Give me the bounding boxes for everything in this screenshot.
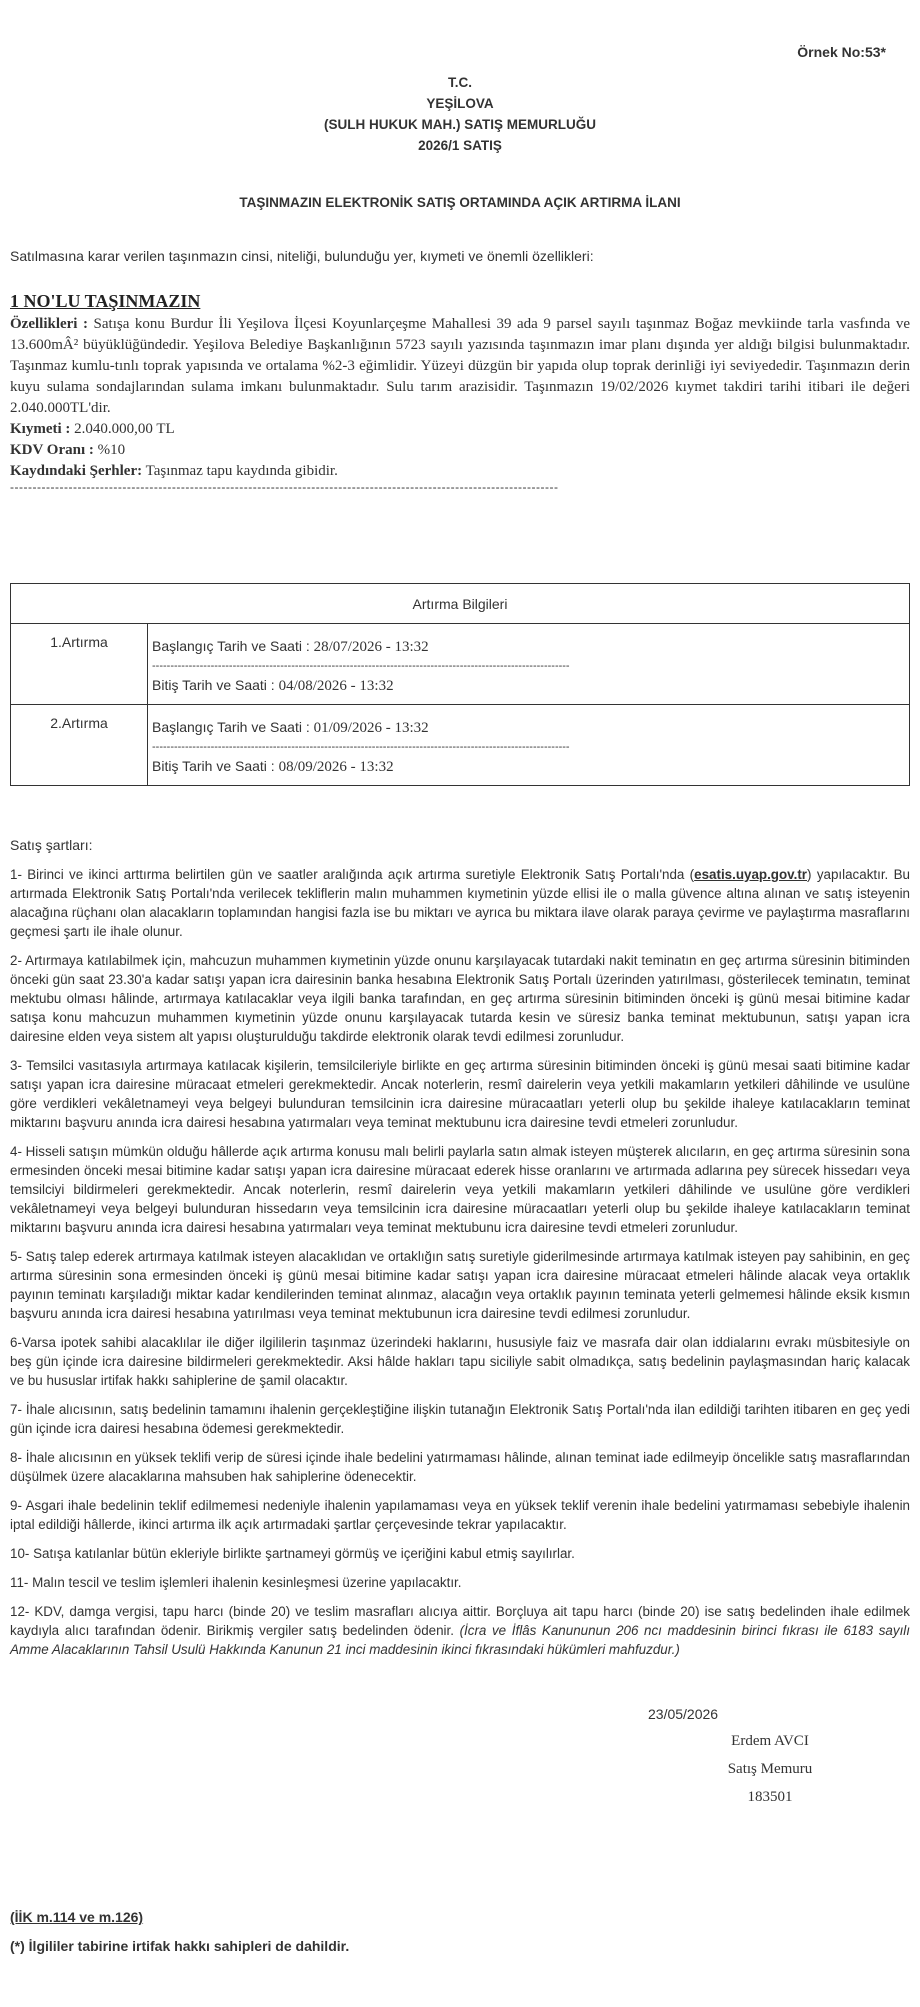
terms-title: Satış şartları: [10, 837, 93, 853]
round-end: Bitiş Tarih ve Saati : 04/08/2026 - 13:32 [152, 677, 394, 694]
value-text: 2.040.000,00 TL [70, 421, 175, 437]
term-1: 1- Birinci ve ikinci arttırma belirtilen gün ve saatler aralığında açık artırma suretiyle Elektronik Satış Portalı'nda (esatis.uyap.gov.tr) yapılacaktır. Bu artırmada Elektronik Satış Portalı'nda verilecek tekliflerin malın muhammen kıymetinin yüzde ellisi ile o malla güvence altına alınan ve satış isteyenin alacağına rüçhanı olan alacakların toplamından hangisi fazla ise bu miktarı ve ayrıca bu miktara ilave olarak paraya çevirme ve paylaştırma masraflarını geçmesi şartı ile ihale olunur. [10, 867, 910, 939]
property-section [10, 289, 910, 482]
esatis-link[interactable]: esatis.uyap.gov.tr [694, 867, 808, 882]
sample-number: Örnek No:53* [797, 44, 886, 60]
footer-note: (*) İlgililer tabirine irtifak hakkı sahipleri de dahildir. [10, 1938, 350, 1954]
auction-row [11, 705, 910, 786]
round-end-value: 08/09/2026 - 13:32 [278, 759, 394, 775]
law-reference: (İİK m.114 ve m.126) [10, 1909, 144, 1925]
round-end: Bitiş Tarih ve Saati : 08/09/2026 - 13:32 [152, 758, 394, 775]
legal-note: (İcra ve İflâs Kanununun 206 ncı maddesinin birinci fıkrası ile 6183 sayılı Amme Alacaklarının Tahsil Usulü Hakkında Kanunun 21 inci maddesinin ikinci fıkrasındaki hükümleri mahfuzdur.) [10, 1623, 910, 1657]
term-8: 8- İhale alıcısının en yüksek teklifi verip de süresi içinde ihale bedelini yatırmaması hâlinde, alınan teminat iade edilmeyip öncelikle satış masraflarından düşülmek üzere alacaklarına mahsuben hak sahiplerine ödenecektir. [10, 1450, 910, 1484]
header-tc: T.C. [447, 75, 472, 90]
auction-row [11, 624, 910, 705]
features-text: Satışa konu Burdur İli Yeşilova İlçesi Koyunlarçeşme Mahallesi 39 ada 9 parsel sayılı taşınmaz Boğaz mevkiinde tarla vasfında ve 13.600mÂ² büyüklüğündedir. Yeşilova Belediye Başkanlığının 5723 sayılı yazısında taşınmazın imar planı dışında yer aldığı bilgisi bulunmaktadır. Taşınmaz kumlu-tınlı toprak yapısında ve ortalama %2-3 eğimlidir. Yüzeyi düzgün bir yapıda olup toprak derinliği iyi seviyededir. Taşınmazın derin kuyu sulama sondajlarından sulama imkanı bulunmaktadır. Sulu tarım arazisidir. Taşınmazın 19/02/2026 kıymet takdiri tarihi itibari ile değeri 2.040.000TL'dir. [10, 316, 910, 416]
round-start: Başlangıç Tarih ve Saati : 28/07/2026 - 13:32 [152, 638, 429, 655]
round-separator: ------------------------------------------------------------------------------------------------------------------ [152, 741, 570, 753]
document-date: 23/05/2026 [648, 1706, 719, 1722]
annotations-text: Taşınmaz tapu kaydında gibidir. [142, 463, 338, 479]
auction-table [10, 583, 910, 786]
terms-section [10, 865, 910, 1669]
document-header [0, 72, 920, 156]
property-annotations [10, 461, 910, 482]
term-9: 9- Asgari ihale bedelinin teklif edilmemesi nedeniyle ihalenin yapılamaması veya en yüksek teklif verenin ihale bedelini yatırmaması sebebiyle ihalenin iptal edildiği hâllerde, ikinci artırma ilk açık artırmadaki şartlar çerçevesinde tekrar yapılacaktır. [10, 1498, 910, 1532]
signer-title: Satış Memuru [727, 1761, 813, 1777]
round-start-value: 28/07/2026 - 13:32 [313, 639, 429, 655]
value-label: Kıymeti : [10, 421, 71, 437]
auction-table-header: Artırma Bilgileri [11, 584, 910, 624]
property-value [10, 419, 910, 440]
round-separator: ------------------------------------------------------------------------------------------------------------------ [152, 660, 570, 672]
property-features [10, 314, 910, 419]
term-4: 4- Hisseli satışın mümkün olduğu hâllerde açık artırma konusu malı belirli paylarla satın almak isteyen müşterek alıcıların, en geç artırma süresinin sona ermesinden önceki mesai bitimine kadar satışı yapan icra dairesine müracaat ederek hisse oranlarını ve artırmada adlarına pey sürecek hissedarı veya temsilciyi bildirmeleri gerekmektedir. Ancak noterlerin, resmî dairelerin veya yetkili makamların yetkileri dâhilinde ve usulüne göre verdikleri vekâletnameyi veya belgeyi bulunduran hissedarın veya temsilcinin icra dairesine müracaatları yeterli olup bu şekilde ihaleye katılacakların teminat miktarını başvuru anında icra dairesi hesabına yatırmaları veya teminat mektubunu icra dairesine tevdi etmeleri zorunludur. [10, 1144, 910, 1235]
features-label: Özellikleri : [10, 316, 89, 332]
term-6: 6-Varsa ipotek sahibi alacaklılar ile diğer ilgililerin taşınmaz üzerindeki haklarını, hususiyle faiz ve masrafa dair olan iddialarını evrakı müsbitesiyle on beş gün içinde icra dairesine bildirmeleri gerekmektedir. Aksi hâlde hakları tapu siciliyle sabit olmadıkça, satış bedelinin paylaşmasından hariç kalacak ve bu hususlar irtifak hakkı sahiplerine de şamil olacaktır. [10, 1335, 910, 1388]
vat-text: %10 [93, 442, 126, 458]
term-11: 11- Malın tescil ve teslim işlemleri ihalenin kesinleşmesi üzerine yapılacaktır. [10, 1575, 462, 1590]
term-12: 12- KDV, damga vergisi, tapu harcı (binde 20) ve teslim masrafları alıcıya aittir. Borçluya ait tapu harcı (binde 20) ise satış bedelinden ihale edilmek kaydıyla alıcı tarafından ödenir. Birikmiş vergiler satış bedelinden ödenir. (İcra ve İflâs Kanununun 206 ncı maddesinin birinci fıkrası ile 6183 sayılı Amme Alacaklarının Tahsil Usulü Hakkında Kanunun 21 inci maddesinin ikinci fıkrasındaki hükümleri mahfuzdur.) [10, 1604, 910, 1657]
header-file-no: 2026/1 SATIŞ [418, 138, 502, 153]
term-2: 2- Artırmaya katılabilmek için, mahcuzun muhammen kıymetinin yüzde onunu karşılayacak tutardaki nakit teminatın en geç artırma süresinin bitiminden önceki gün saat 23.30'a kadar satışı yapan icra dairesinin banka hesabına Elektronik Satış Portalı üzerinden yatırılması, gösterilecek teminatın, teminat mektubu olması hâlinde, artırmaya katılacaklar veya ilgili banka tarafından, en geç artırma süresinin bitiminden önceki iş günü mesai bitimine kadar satışa konu mahcuzun muhammen kıymetinin yüzde onunu karşılayacak tutarda kesin ve süresiz banka teminat mektubunun, satışı yapan icra dairesine elden veya sistem alt yapısı oluşturulduğu takdirde elektronik olarak tevdi edilmesi zorunludur. [10, 953, 910, 1044]
section-divider: -------------------------------------------------------------------------------------------------------------------------- [10, 480, 559, 494]
round-name: 2.Artırma [11, 705, 148, 786]
vat-label: KDV Oranı : [10, 442, 94, 458]
notice-title: TAŞINMAZIN ELEKTRONİK SATIŞ ORTAMINDA AÇIK ARTIRMA İLANI [239, 195, 681, 210]
signer-name: Erdem AVCI [731, 1733, 809, 1749]
term-3: 3- Temsilci vasıtasıyla artırmaya katılacak kişilerin, temsilcileriyle birlikte en geç artırma süresinin bitiminden önceki iş günü mesai saati bitimine kadar satışı yapan icra dairesine müracaat etmeleri gerekmektedir. Ancak noterlerin, resmî dairelerin veya yetkili makamların yetkileri dâhilinde ve usulüne göre verdikleri vekâletnameyi veya belgeyi bulunduran temsilcinin icra dairesine müracaatları yeterli olup bu şekilde ihaleye katılacakların teminat miktarını başvuru anında icra dairesi hesabına yatırmaları veya teminat mektubunu icra dairesine tevdi etmeleri zorunludur. [10, 1058, 910, 1130]
term-10: 10- Satışa katılanlar bütün ekleriyle birlikte şartnameyi görmüş ve içeriğini kabul etmiş sayılırlar. [10, 1546, 575, 1561]
property-title: 1 NO'LU TAŞINMAZIN [10, 291, 201, 311]
round-start: Başlangıç Tarih ve Saati : 01/09/2026 - 13:32 [152, 719, 429, 736]
header-district: YEŞİLOVA [426, 96, 494, 111]
annotations-label: Kaydındaki Şerhler: [10, 463, 143, 479]
property-vat [10, 440, 910, 461]
signature-block [640, 1727, 900, 1811]
intro-text: Satılmasına karar verilen taşınmazın cinsi, niteliği, bulunduğu yer, kıymeti ve önemli özellikleri: [10, 248, 594, 264]
term-7: 7- İhale alıcısının, satış bedelinin tamamını ihalenin gerçekleştiğine ilişkin tutanağın Elektronik Satış Portalı'nda ilan edildiği tarihten itibaren en geç yedi gün içinde icra dairesi hesabına ödemesi gerekmektedir. [10, 1402, 910, 1436]
round-name: 1.Artırma [11, 624, 148, 705]
round-end-value: 04/08/2026 - 13:32 [278, 678, 394, 694]
header-office: (SULH HUKUK MAH.) SATIŞ MEMURLUĞU [324, 117, 596, 132]
signer-number: 183501 [747, 1789, 793, 1805]
term-5: 5- Satış talep ederek artırmaya katılmak isteyen alacaklıdan ve ortaklığın satış suretiyle giderilmesinde artırmaya katılmak isteyen pay sahibinin, en geç artırma süresinin sona ermesinden önceki iş günü mesai bitimine kadar satışı yapan icra dairesine müracaat etmeleri hâlinde alacak veya ortaklık payının teminatı karşıladığı miktar kadar kendilerinden teminat alınmaz, alacağın veya ortaklık payının teminata yeterli gelmemesi hâlinde eksik kısmın başvuru anında icra dairesi hesabına yatırılması veya teminat mektubunun icra dairesine tevdi edilmesi zorunludur. [10, 1249, 910, 1321]
round-start-value: 01/09/2026 - 13:32 [313, 720, 429, 736]
